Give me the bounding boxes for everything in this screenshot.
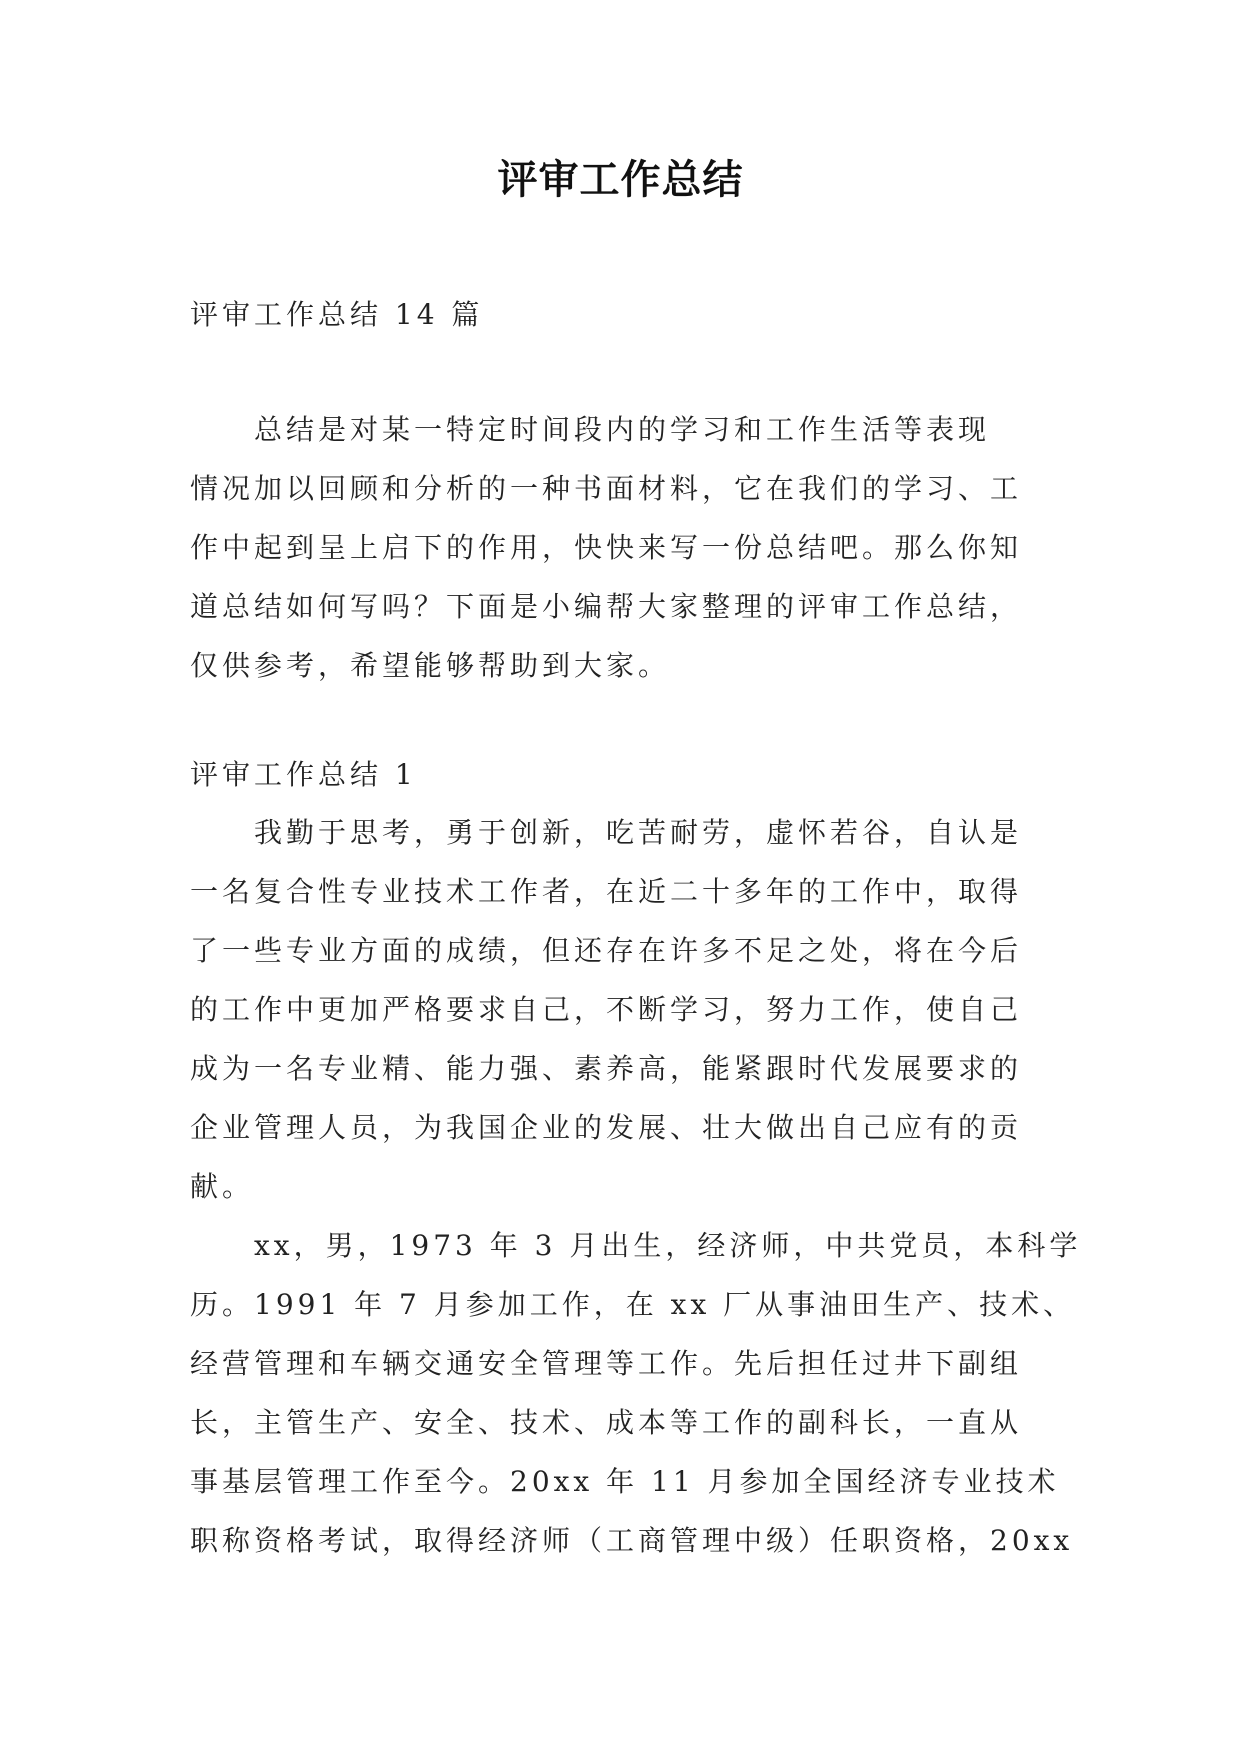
document-subtitle: 评审工作总结 14 篇: [190, 298, 484, 331]
intro-line: 道总结如何写吗？下面是小编帮大家整理的评审工作总结，: [190, 590, 1023, 623]
paragraph-line: 事基层管理工作至今。20xx 年 11 月参加全国经济专业技术: [190, 1465, 1060, 1498]
paragraph-line: 一名复合性专业技术工作者，在近二十多年的工作中，取得: [190, 875, 1023, 908]
paragraph-line: 成为一名专业精、能力强、素养高，能紧跟时代发展要求的: [190, 1052, 1023, 1085]
intro-line: 情况加以回顾和分析的一种书面材料，它在我们的学习、工: [190, 472, 1023, 505]
intro-line: 总结是对某一特定时间段内的学习和工作生活等表现: [254, 413, 991, 446]
paragraph-line: 长，主管生产、安全、技术、成本等工作的副科长，一直从: [190, 1406, 1023, 1439]
paragraph-line: 职称资格考试，取得经济师（工商管理中级）任职资格，20xx: [190, 1524, 1074, 1557]
paragraph-line: xx，男，1973 年 3 月出生，经济师，中共党员，本科学: [254, 1229, 1082, 1262]
section-body: [190, 803, 1082, 1570]
paragraph-line: 经营管理和车辆交通安全管理等工作。先后担任过井下副组: [190, 1347, 1023, 1380]
section-heading: 评审工作总结 1: [190, 758, 417, 791]
paragraph-line: 历。1991 年 7 月参加工作，在 xx 厂从事油田生产、技术、: [190, 1288, 1076, 1321]
intro-line: 作中起到呈上启下的作用，快快来写一份总结吧。那么你知: [190, 531, 1023, 564]
document-title: 评审工作总结: [497, 157, 744, 203]
intro-paragraph: [190, 400, 1070, 695]
paragraph-line: 企业管理人员，为我国企业的发展、壮大做出自己应有的贡: [190, 1111, 1023, 1144]
paragraph-line: 献。: [190, 1170, 255, 1203]
intro-line: 仅供参考，希望能够帮助到大家。: [190, 649, 671, 682]
paragraph-line: 了一些专业方面的成绩，但还存在许多不足之处，将在今后: [190, 934, 1023, 967]
paragraph-line: 我勤于思考，勇于创新，吃苦耐劳，虚怀若谷，自认是: [254, 816, 1023, 849]
paragraph-1: [190, 803, 1070, 1216]
paragraph-2: [190, 1216, 1082, 1570]
paragraph-line: 的工作中更加严格要求自己，不断学习，努力工作，使自己: [190, 993, 1023, 1026]
